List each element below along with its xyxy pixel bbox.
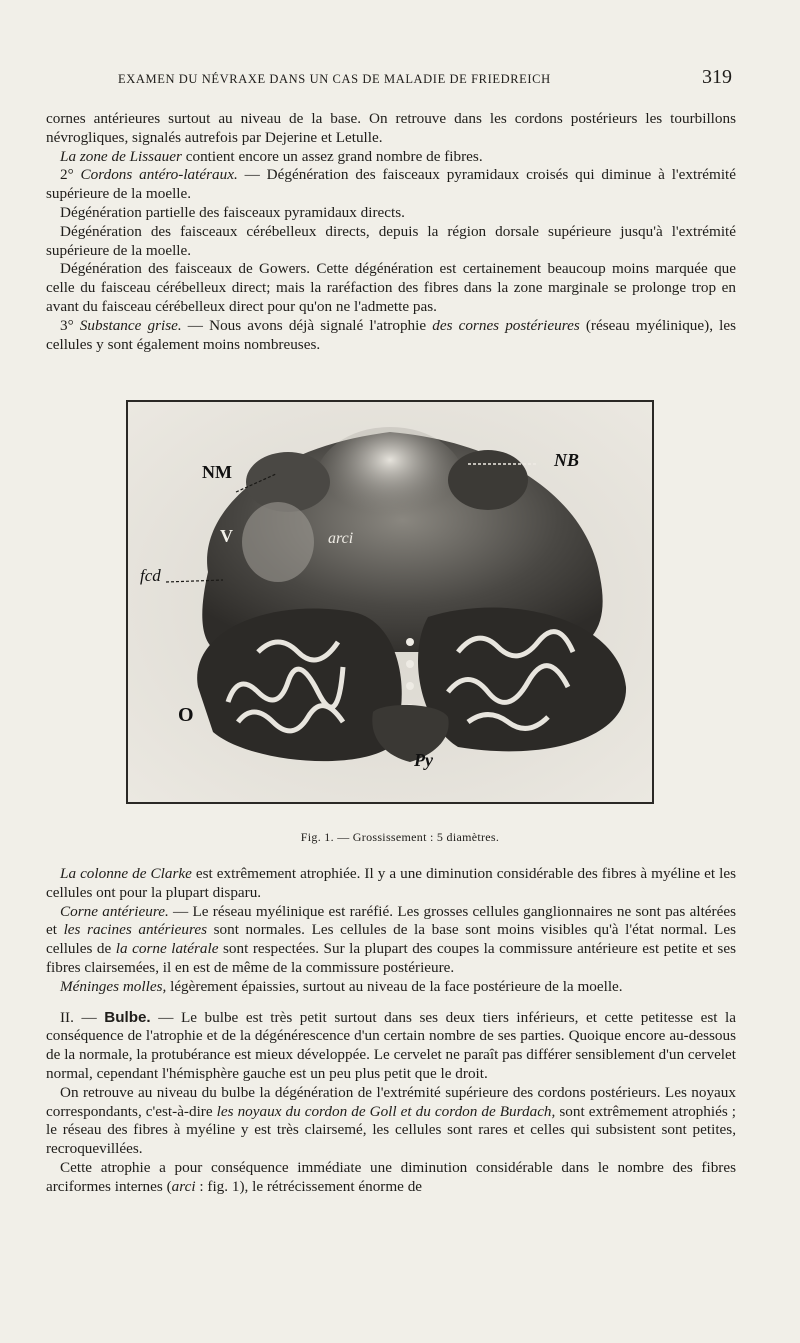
label-py: Py — [414, 750, 433, 770]
figure-caption: Fig. 1. — Grossissement : 5 diamètres. — [300, 830, 500, 844]
page-header — [48, 68, 738, 90]
page-number: 319 — [702, 66, 732, 88]
label-o: O — [178, 704, 194, 726]
section-heading: Bulbe. — [104, 1008, 151, 1026]
upper-text — [46, 110, 736, 354]
paragraph: Cette atrophie a pour conséquence immédiate une diminution considérable dans le nombre des fibres arciformes internes (arci : fig. 1), le rétrécissement énorme de — [46, 1158, 736, 1195]
paragraph: Corne antérieure. — Le réseau myélinique est raréfié. Les grosses cellules ganglionnaires ne sont pas altérées et les racines antérieures sont normales. Les cellules de la base sont moins visibles qu'à l'état normal. Les cellules de la corne latérale sont respectées. Sur la plupart des coupes la commissure antérieure est petite et ses fibres clairsemées, il en est de même de la commissure postérieure. — [46, 902, 736, 976]
paragraph: 3° Substance grise. — Nous avons déjà signalé l'atrophie des cornes postérieures (réseau myélinique), les cellules y sont également moins nombreuses. — [46, 316, 736, 353]
label-nb: NB — [554, 450, 580, 470]
label-arci: arci — [328, 530, 354, 547]
paragraph: 2° Cordons antéro-latéraux. — Dégénération des faisceaux pyramidaux croisés qui diminue à l'extrémité supérieure de la moelle. — [46, 166, 737, 203]
figure-medulla-section — [126, 400, 654, 804]
label-v: V — [220, 526, 233, 546]
label-fcd: fcd — [140, 566, 161, 585]
section-paragraph: II. — Bulbe. — Le bulbe est très petit surtout dans ses deux tiers inférieurs, et cette petitesse est la conséquence de l'atrophie et de la dégénérescence d'un certain nombre de ses parties. Quoique encore au-dessous de la normale, la protubérance est mieux développée. Le cervelet ne paraît pas différer sensiblement d'un cervelet normal, cependant l'hémisphère gauche est un peu plus petit que le droit. — [46, 1008, 736, 1082]
label-nm: NM — [202, 462, 232, 482]
paragraph: La colonne de Clarke est extrêmement atrophiée. Il y a une diminution considérable des fibres à myéline et les cellules ont pour la plupart disparu. — [46, 865, 736, 901]
paragraph: Dégénération partielle des faisceaux pyramidaux directs. — [60, 203, 405, 221]
lower-text — [46, 865, 736, 1197]
paragraph: On retrouve au niveau du bulbe la dégénération de l'extrémité supérieure des cordons postérieurs. Les noyaux correspondants, c'est-à-dire les noyaux du cordon de Goll et du cordon de Burdach, sont extrêmement atrophiés ; le réseau des fibres à myéline y est très clairsemé, les cellules sont rares et celles qui subsistent sont petites, recroquevillées. — [46, 1083, 736, 1158]
paragraph: cornes antérieures surtout au niveau de la base. On retrouve dans les cordons postérieurs les tourbillons névrogliques, signalés autrefois par Dejerine et Letulle. — [46, 110, 736, 146]
paragraph: Dégénération des faisceaux de Gowers. Cette dégénération est certainement beaucoup moins marquée que celle du faisceau cérébelleux direct; mais la raréfaction des fibres dans la zone marginale se prolonge trop en avant du faisceau cérébelleux direct pour qu'on ne l'admette pas. — [46, 260, 736, 315]
running-head: EXAMEN DU NÉVRAXE DANS UN CAS DE MALADIE DE FRIEDREICH — [118, 72, 551, 86]
paragraph: Dégénération des faisceaux cérébelleux directs, depuis la région dorsale supérieure jusqu'à l'extrémité supérieure de la moelle. — [46, 222, 736, 259]
paragraph: Méninges molles, légèrement épaissies, surtout au niveau de la face postérieure de la moelle. — [60, 977, 623, 995]
paragraph: La zone de Lissauer contient encore un assez grand nombre de fibres. — [60, 147, 483, 165]
